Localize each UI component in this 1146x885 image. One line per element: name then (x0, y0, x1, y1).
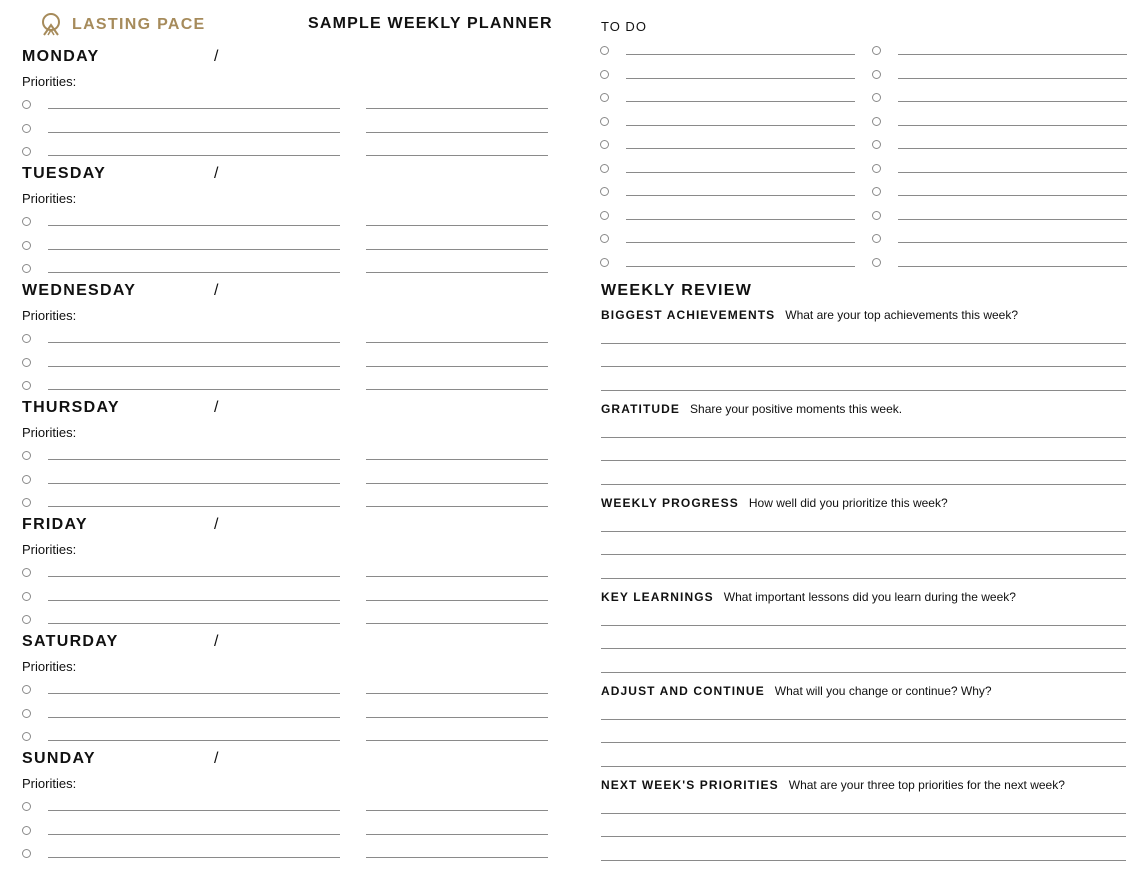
priority-line[interactable] (48, 623, 340, 624)
review-section-label: WEEKLY PROGRESS (601, 496, 739, 510)
priorities-label: Priorities: (22, 425, 77, 440)
todo-item (600, 258, 855, 274)
todo-line[interactable] (626, 172, 855, 173)
review-section-prompt: What important lessons did you learn during the week? (723, 590, 1016, 604)
day-block-friday (22, 516, 549, 628)
date-slash: / (214, 633, 219, 650)
writing-line[interactable] (601, 554, 1126, 555)
brand-name: LASTING PACE (72, 16, 206, 33)
todo-line[interactable] (626, 219, 855, 220)
priority-line[interactable] (48, 810, 340, 811)
date-slash: / (214, 399, 219, 416)
writing-line[interactable] (601, 437, 1126, 438)
checkbox-circle-icon[interactable] (600, 46, 609, 55)
day-block-sunday (22, 750, 549, 862)
note-line[interactable] (366, 693, 548, 694)
review-section-label: GRATITUDE (601, 402, 681, 416)
checkbox-circle-icon[interactable] (22, 568, 31, 577)
todo-line[interactable] (898, 266, 1127, 267)
priorities-label: Priorities: (22, 776, 77, 791)
priority-row (22, 731, 549, 749)
priority-line[interactable] (48, 600, 340, 601)
checkbox-circle-icon[interactable] (872, 234, 881, 243)
checkbox-circle-icon[interactable] (872, 140, 881, 149)
checkbox-circle-icon[interactable] (22, 498, 31, 507)
checkbox-circle-icon[interactable] (22, 100, 31, 109)
todo-line[interactable] (626, 148, 855, 149)
checkbox-circle-icon[interactable] (22, 381, 31, 390)
checkbox-circle-icon[interactable] (872, 117, 881, 126)
note-line[interactable] (366, 740, 548, 741)
review-section-prompt: Share your positive moments this week. (690, 402, 903, 416)
todo-item (872, 258, 1127, 274)
review-section-label: NEXT WEEK'S PRIORITIES (601, 778, 779, 792)
checkbox-circle-icon[interactable] (600, 140, 609, 149)
day-name: TUESDAY (22, 165, 107, 182)
checkbox-circle-icon[interactable] (600, 164, 609, 173)
checkbox-circle-icon[interactable] (22, 358, 31, 367)
date-slash: / (214, 750, 219, 767)
writing-line[interactable] (601, 484, 1126, 485)
priority-line[interactable] (48, 717, 340, 718)
review-section-header (601, 308, 1018, 322)
priority-row (22, 216, 549, 234)
priority-line[interactable] (48, 155, 340, 156)
priority-row (22, 146, 549, 164)
todo-line[interactable] (626, 242, 855, 243)
priority-line[interactable] (48, 506, 340, 507)
priorities-label: Priorities: (22, 74, 77, 89)
review-section-prompt: What are your three top priorities for the next week? (788, 778, 1065, 792)
checkbox-circle-icon[interactable] (22, 475, 31, 484)
checkbox-circle-icon[interactable] (22, 849, 31, 858)
writing-line[interactable] (601, 625, 1126, 626)
review-section-prompt: What are your top achievements this week? (785, 308, 1019, 322)
priority-row (22, 333, 549, 351)
priority-line[interactable] (48, 459, 340, 460)
review-section-label: ADJUST AND CONTINUE (601, 684, 765, 698)
priorities-label: Priorities: (22, 308, 77, 323)
writing-line[interactable] (601, 531, 1126, 532)
todo-line[interactable] (626, 101, 855, 102)
writing-line[interactable] (601, 860, 1126, 861)
todo-line[interactable] (898, 125, 1127, 126)
review-section-prompt: What will you change or continue? Why? (774, 684, 992, 698)
priority-line[interactable] (48, 740, 340, 741)
day-block-thursday (22, 399, 549, 511)
review-section-header (601, 778, 1065, 792)
writing-line[interactable] (601, 366, 1126, 367)
priority-row (22, 380, 549, 398)
day-block-tuesday (22, 165, 549, 277)
checkbox-circle-icon[interactable] (600, 70, 609, 79)
todo-item (600, 187, 855, 203)
date-slash: / (214, 165, 219, 182)
checkbox-circle-icon[interactable] (872, 70, 881, 79)
todo-line[interactable] (898, 172, 1127, 173)
todo-item (872, 234, 1127, 250)
priority-row (22, 123, 549, 141)
todo-line[interactable] (626, 54, 855, 55)
writing-line[interactable] (601, 460, 1126, 461)
priority-line[interactable] (48, 108, 340, 109)
note-line[interactable] (366, 389, 548, 390)
review-section (601, 590, 1127, 676)
todo-heading: TO DO (601, 19, 647, 34)
day-block-saturday (22, 633, 549, 745)
priority-line[interactable] (48, 483, 340, 484)
checkbox-circle-icon[interactable] (600, 187, 609, 196)
todo-item (872, 70, 1127, 86)
priority-row (22, 450, 549, 468)
note-line[interactable] (366, 576, 548, 577)
todo-item (872, 46, 1127, 62)
todo-line[interactable] (898, 219, 1127, 220)
review-section (601, 308, 1127, 394)
priority-row (22, 474, 549, 492)
todo-item (600, 70, 855, 86)
note-line[interactable] (366, 272, 548, 273)
note-line[interactable] (366, 108, 548, 109)
checkbox-circle-icon[interactable] (22, 264, 31, 273)
note-line[interactable] (366, 132, 548, 133)
priority-row (22, 801, 549, 819)
review-section-header (601, 402, 902, 416)
todo-item (600, 211, 855, 227)
priorities-label: Priorities: (22, 659, 77, 674)
review-section-header (601, 684, 992, 698)
todo-line[interactable] (898, 54, 1127, 55)
checkbox-circle-icon[interactable] (872, 258, 881, 267)
checkbox-circle-icon[interactable] (872, 93, 881, 102)
priority-row (22, 825, 549, 843)
todo-item (872, 117, 1127, 133)
todo-item (600, 140, 855, 156)
todo-item (600, 234, 855, 250)
review-section (601, 684, 1127, 770)
day-name: THURSDAY (22, 399, 120, 416)
review-section-label: BIGGEST ACHIEVEMENTS (601, 308, 776, 322)
review-section (601, 402, 1127, 488)
priorities-label: Priorities: (22, 542, 77, 557)
note-line[interactable] (366, 506, 548, 507)
todo-line[interactable] (898, 78, 1127, 79)
day-name: SUNDAY (22, 750, 96, 767)
writing-line[interactable] (601, 390, 1126, 391)
priority-row (22, 708, 549, 726)
todo-line[interactable] (898, 195, 1127, 196)
checkbox-circle-icon[interactable] (22, 217, 31, 226)
todo-item (600, 93, 855, 109)
day-name: WEDNESDAY (22, 282, 137, 299)
checkbox-circle-icon[interactable] (22, 802, 31, 811)
review-section-prompt: How well did you prioritize this week? (748, 496, 948, 510)
writing-line[interactable] (601, 836, 1126, 837)
note-line[interactable] (366, 810, 548, 811)
note-line[interactable] (366, 225, 548, 226)
checkbox-circle-icon[interactable] (600, 93, 609, 102)
writing-line[interactable] (601, 813, 1126, 814)
priority-line[interactable] (48, 366, 340, 367)
priority-row (22, 357, 549, 375)
todo-item (872, 211, 1127, 227)
mountain-peak-icon (40, 13, 62, 37)
day-block-monday (22, 48, 549, 160)
priorities-label: Priorities: (22, 191, 77, 206)
review-section (601, 496, 1127, 582)
note-line[interactable] (366, 857, 548, 858)
priority-line[interactable] (48, 576, 340, 577)
note-line[interactable] (366, 834, 548, 835)
todo-line[interactable] (626, 195, 855, 196)
priority-row (22, 263, 549, 281)
priority-row (22, 99, 549, 117)
todo-line[interactable] (898, 242, 1127, 243)
checkbox-circle-icon[interactable] (872, 164, 881, 173)
priority-line[interactable] (48, 272, 340, 273)
writing-line[interactable] (601, 766, 1126, 767)
checkbox-circle-icon[interactable] (22, 592, 31, 601)
note-line[interactable] (366, 623, 548, 624)
checkbox-circle-icon[interactable] (22, 147, 31, 156)
note-line[interactable] (366, 717, 548, 718)
note-line[interactable] (366, 366, 548, 367)
checkbox-circle-icon[interactable] (600, 234, 609, 243)
priority-line[interactable] (48, 389, 340, 390)
review-section-header (601, 496, 948, 510)
checkbox-circle-icon[interactable] (22, 732, 31, 741)
priority-line[interactable] (48, 342, 340, 343)
priority-line[interactable] (48, 249, 340, 250)
checkbox-circle-icon[interactable] (600, 211, 609, 220)
day-block-wednesday (22, 282, 549, 394)
todo-item (872, 164, 1127, 180)
todo-line[interactable] (898, 148, 1127, 149)
checkbox-circle-icon[interactable] (22, 124, 31, 133)
todo-line[interactable] (898, 101, 1127, 102)
note-line[interactable] (366, 155, 548, 156)
todo-item (872, 140, 1127, 156)
writing-line[interactable] (601, 343, 1126, 344)
brand (40, 12, 206, 38)
writing-line[interactable] (601, 672, 1126, 673)
writing-line[interactable] (601, 648, 1126, 649)
todo-item (872, 93, 1127, 109)
checkbox-circle-icon[interactable] (22, 685, 31, 694)
checkbox-circle-icon[interactable] (600, 117, 609, 126)
weekly-review-heading: WEEKLY REVIEW (601, 282, 753, 299)
date-slash: / (214, 282, 219, 299)
checkbox-circle-icon[interactable] (22, 451, 31, 460)
checkbox-circle-icon[interactable] (22, 615, 31, 624)
checkbox-circle-icon[interactable] (872, 211, 881, 220)
checkbox-circle-icon[interactable] (22, 709, 31, 718)
checkbox-circle-icon[interactable] (872, 187, 881, 196)
todo-item (600, 46, 855, 62)
note-line[interactable] (366, 459, 548, 460)
note-line[interactable] (366, 249, 548, 250)
date-slash: / (214, 48, 219, 65)
writing-line[interactable] (601, 742, 1126, 743)
priority-row (22, 684, 549, 702)
day-name: SATURDAY (22, 633, 119, 650)
todo-item (600, 164, 855, 180)
priority-row (22, 848, 549, 866)
review-section-label: KEY LEARNINGS (601, 590, 714, 604)
page-title: SAMPLE WEEKLY PLANNER (308, 15, 553, 32)
priority-line[interactable] (48, 693, 340, 694)
priority-row (22, 567, 549, 585)
priority-line[interactable] (48, 132, 340, 133)
priority-row (22, 240, 549, 258)
checkbox-circle-icon[interactable] (22, 826, 31, 835)
review-section-header (601, 590, 1016, 604)
day-name: MONDAY (22, 48, 100, 65)
note-line[interactable] (366, 342, 548, 343)
priority-row (22, 591, 549, 609)
checkbox-circle-icon[interactable] (872, 46, 881, 55)
checkbox-circle-icon[interactable] (600, 258, 609, 267)
writing-line[interactable] (601, 719, 1126, 720)
note-line[interactable] (366, 600, 548, 601)
priority-line[interactable] (48, 834, 340, 835)
todo-item (600, 117, 855, 133)
todo-line[interactable] (626, 266, 855, 267)
date-slash: / (214, 516, 219, 533)
priority-line[interactable] (48, 225, 340, 226)
note-line[interactable] (366, 483, 548, 484)
priority-line[interactable] (48, 857, 340, 858)
priority-row (22, 497, 549, 515)
todo-line[interactable] (626, 78, 855, 79)
checkbox-circle-icon[interactable] (22, 334, 31, 343)
todo-line[interactable] (626, 125, 855, 126)
checkbox-circle-icon[interactable] (22, 241, 31, 250)
day-name: FRIDAY (22, 516, 88, 533)
todo-item (872, 187, 1127, 203)
writing-line[interactable] (601, 578, 1126, 579)
review-section (601, 778, 1127, 864)
priority-row (22, 614, 549, 632)
